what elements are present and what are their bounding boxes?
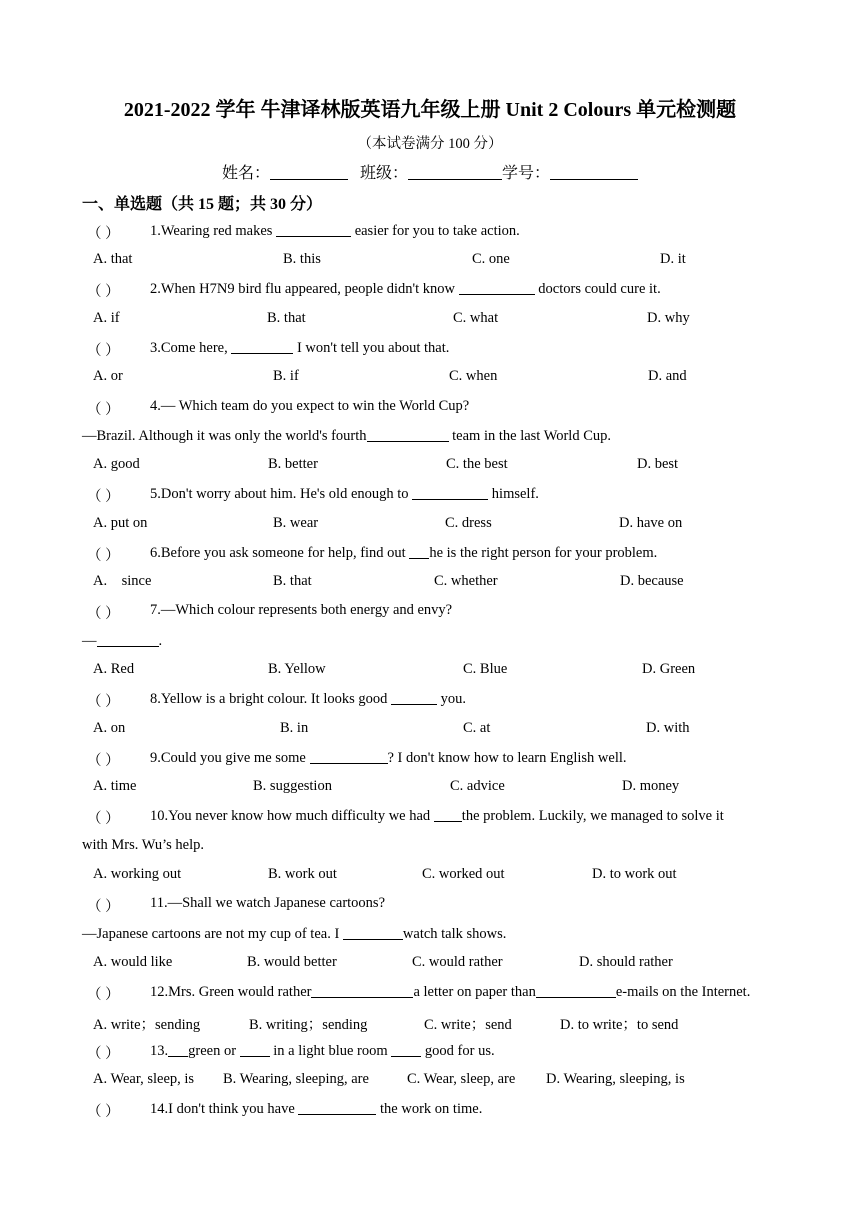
option-d: D. to write；to send [560,1017,679,1033]
question-text: 1.Wearing red makes easier for you to take action. [150,223,520,239]
answer-blank [97,632,159,647]
options-line [0,573,860,595]
question-text: —Japanese cartoons are not my cup of tea. I watch talk shows. [82,926,507,942]
option-d: D. it [660,251,686,267]
answer-paren: （ ） [87,489,120,505]
student-info-row [0,160,860,183]
answer-paren: （ ） [87,1046,120,1062]
section-heading: 一、单选题（共 15 题；共 30 分） [82,196,323,213]
page-title: 2021-2022 学年 牛津译林版英语九年级上册 Unit 2 Colours 单元检测题 [123,99,737,121]
option-c: C. when [449,368,498,384]
question-line [0,895,860,917]
option-c: C. Wear, sleep, are [407,1071,516,1087]
question-text: with Mrs. Wu’s help. [82,837,204,853]
answer-blank [536,983,616,998]
option-c: C. what [453,310,499,326]
option-d: D. because [620,573,684,589]
options-line [0,954,860,976]
question-text: 12.Mrs. Green would rather a letter on paper than e-mails on the Internet. [150,984,751,1000]
option-b: B. better [268,456,318,472]
question-line [0,983,860,1005]
question-line [0,690,860,712]
option-d: D. money [622,778,680,794]
option-c: C. worked out [422,866,505,882]
option-b: B. this [283,251,321,267]
question-continuation [0,925,860,947]
options-line [0,515,860,537]
answer-paren: （ ） [87,694,120,710]
answer-paren: （ ） [87,606,120,622]
options-line [0,778,860,800]
answer-paren: （ ） [87,284,120,300]
class-label: 班级： [359,165,408,182]
option-b: B. writing；sending [249,1017,368,1033]
answer-paren: （ ） [87,811,120,827]
option-a: A. good [93,456,140,472]
options-line [0,1071,860,1093]
option-c: C. at [463,720,491,736]
option-b: B. Yellow [268,661,326,677]
options-line [0,1013,860,1035]
option-a: A. time [93,778,137,794]
answer-blank [311,983,413,998]
option-a: A. or [93,368,123,384]
option-c: C. whether [434,573,498,589]
answer-paren: （ ） [87,402,120,418]
option-c: C. would rather [412,954,503,970]
score-note: （本试卷满分 100 分） [357,136,503,152]
option-a: A. write；sending [93,1017,201,1033]
options-line [0,368,860,390]
question-line [0,339,860,361]
question-text: 10.You never know how much difficulty we had the problem. Luckily, we managed to solve it [150,808,724,824]
question-text: 3.Come here, I won't tell you about that. [150,340,450,356]
option-b: B. that [273,573,312,589]
answer-blank [168,1042,188,1057]
answer-blank [276,222,351,237]
id-blank [550,163,638,180]
option-d: D. to work out [592,866,677,882]
question-text: 2.When H7N9 bird flu appeared, people didn't know doctors could cure it. [150,281,661,297]
question-text: 11.—Shall we watch Japanese cartoons? [150,895,386,911]
question-text: 8.Yellow is a bright colour. It looks good you. [150,691,466,707]
answer-paren: （ ） [87,343,120,359]
option-a: A. Wear, sleep, is [93,1071,195,1087]
answer-paren: （ ） [87,987,120,1003]
answer-blank [367,427,449,442]
option-a: A. since [93,573,152,589]
answer-paren: （ ） [87,548,120,564]
option-b: B. suggestion [253,778,332,794]
option-c: C. write；send [424,1017,512,1033]
option-b: B. in [280,720,309,736]
question-line [0,485,860,507]
option-b: B. if [273,368,299,384]
answer-blank [231,339,293,354]
question-text: — . [82,633,163,649]
option-b: B. that [267,310,306,326]
option-a: A. if [93,310,120,326]
question-line [0,749,860,771]
option-c: C. advice [450,778,505,794]
question-text: 13. green or in a light blue room good for us. [150,1043,495,1059]
options-line [0,310,860,332]
option-d: D. Green [642,661,696,677]
answer-blank [409,544,429,559]
question-text: 6.Before you ask someone for help, find out he is the right person for your problem. [150,545,658,561]
answer-blank [412,485,488,500]
question-line [0,602,860,624]
answer-blank [391,690,437,705]
question-text: 9.Could you give me some ? I don't know how to learn English well. [150,750,627,766]
answer-paren: （ ） [87,226,120,242]
class-blank [408,163,502,180]
answer-blank [343,925,403,940]
question-continuation [0,837,860,859]
question-text: —Brazil. Although it was only the world's fourth team in the last World Cup. [82,428,612,444]
options-line [0,251,860,273]
answer-blank [310,749,388,764]
answer-paren: （ ） [87,753,120,769]
answer-blank [298,1100,376,1115]
option-c: C. dress [445,515,492,531]
answer-blank [459,280,535,295]
option-a: A. Red [93,661,135,677]
question-text: 4.— Which team do you expect to win the World Cup? [150,398,470,414]
option-d: D. have on [619,515,683,531]
answer-blank [434,807,462,822]
option-d: D. with [646,720,690,736]
question-line [0,222,860,244]
question-text: 5.Don't worry about him. He's old enough to himself. [150,486,539,502]
option-c: C. Blue [463,661,508,677]
option-d: D. Wearing, sleeping, is [546,1071,685,1087]
option-a: A. put on [93,515,148,531]
question-line [0,807,860,829]
option-a: A. that [93,251,133,267]
options-line [0,456,860,478]
question-text: 7.—Which colour represents both energy and envy? [150,602,453,618]
option-a: A. would like [93,954,173,970]
question-continuation [0,632,860,654]
name-blank [270,163,348,180]
answer-blank [391,1042,421,1057]
option-b: B. work out [268,866,337,882]
answer-paren: （ ） [87,899,120,915]
option-d: D. why [647,310,690,326]
name-label: 姓名： [221,165,270,182]
option-b: B. Wearing, sleeping, are [223,1071,369,1087]
question-text: 14.I don't think you have the work on time. [150,1101,483,1117]
question-line [0,398,860,420]
id-label: 学号： [502,165,551,182]
question-line [0,544,860,566]
option-d: D. best [637,456,679,472]
question-continuation [0,427,860,449]
answer-paren: （ ） [87,1104,120,1120]
answer-blank [240,1042,270,1057]
options-line [0,720,860,742]
option-b: B. wear [273,515,319,531]
options-line [0,866,860,888]
option-b: B. would better [247,954,337,970]
option-c: C. the best [446,456,508,472]
options-line [0,661,860,683]
option-a: A. working out [93,866,182,882]
option-d: D. should rather [579,954,673,970]
option-a: A. on [93,720,126,736]
option-c: C. one [472,251,510,267]
option-d: D. and [648,368,687,384]
question-line [0,1042,860,1064]
question-line [0,280,860,302]
question-line [0,1100,860,1122]
